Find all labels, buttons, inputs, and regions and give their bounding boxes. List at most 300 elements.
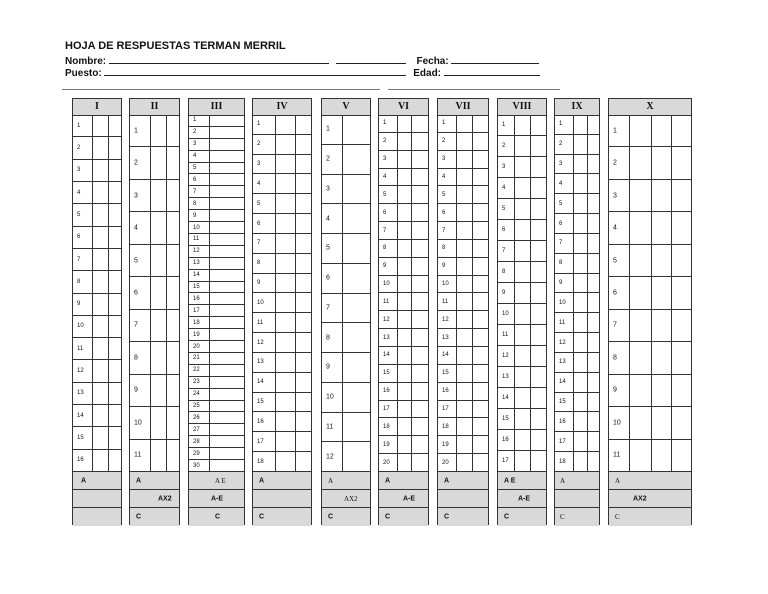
footer-row[interactable] <box>253 490 311 508</box>
answer-row[interactable] <box>609 277 691 309</box>
item-number: 6 <box>77 234 81 241</box>
footer-row[interactable] <box>498 508 546 526</box>
footer-label: C <box>259 513 265 521</box>
answer-row[interactable] <box>189 365 244 377</box>
answer-row[interactable] <box>322 323 370 353</box>
answer-row[interactable] <box>609 180 691 212</box>
answer-row[interactable] <box>189 151 244 163</box>
answer-row[interactable] <box>438 418 488 436</box>
answer-row[interactable] <box>438 276 488 294</box>
footer-row[interactable] <box>609 508 691 526</box>
answer-row[interactable] <box>73 338 121 360</box>
item-number: 13 <box>193 260 200 267</box>
answer-row[interactable] <box>438 401 488 419</box>
answer-row[interactable] <box>322 264 370 294</box>
item-number: 3 <box>502 164 506 170</box>
item-number: 2 <box>613 159 617 167</box>
footer-row[interactable] <box>130 472 179 490</box>
answer-row[interactable] <box>609 310 691 342</box>
item-number: 9 <box>257 280 261 287</box>
answer-row[interactable] <box>130 115 179 147</box>
answer-row[interactable] <box>379 240 428 258</box>
answer-row[interactable] <box>253 234 311 254</box>
item-number: 26 <box>193 414 200 421</box>
answer-row[interactable] <box>555 432 599 452</box>
answer-row[interactable] <box>73 360 121 382</box>
answer-row[interactable] <box>189 341 244 353</box>
answer-row[interactable] <box>498 115 546 136</box>
item-number: 21 <box>193 355 200 362</box>
answer-row[interactable] <box>498 262 546 283</box>
answer-row[interactable] <box>379 204 428 222</box>
answer-row[interactable] <box>253 254 311 274</box>
item-number: 1 <box>77 122 81 129</box>
answer-row[interactable] <box>322 204 370 234</box>
answer-row[interactable] <box>609 342 691 374</box>
answer-row[interactable] <box>438 311 488 329</box>
item-number: 3 <box>613 192 617 200</box>
answer-row[interactable] <box>322 115 370 145</box>
nombre-field[interactable] <box>109 54 329 64</box>
footer-row[interactable] <box>322 508 370 526</box>
answer-row[interactable] <box>609 407 691 439</box>
answer-row[interactable] <box>189 163 244 175</box>
answer-row[interactable] <box>253 432 311 452</box>
answer-row[interactable] <box>379 383 428 401</box>
footer-row[interactable] <box>609 472 691 490</box>
answer-row[interactable] <box>189 210 244 222</box>
answer-row[interactable] <box>438 169 488 187</box>
item-number: 5 <box>77 211 81 218</box>
item-number: 17 <box>193 307 200 314</box>
footer-row[interactable] <box>73 472 121 490</box>
answer-row[interactable] <box>322 234 370 264</box>
answer-row[interactable] <box>189 246 244 258</box>
item-number: 8 <box>383 245 387 252</box>
answer-row[interactable] <box>498 367 546 388</box>
answer-row[interactable] <box>498 136 546 157</box>
answer-row[interactable] <box>438 365 488 383</box>
footer-row[interactable] <box>130 490 179 508</box>
answer-row[interactable] <box>189 401 244 413</box>
answer-row[interactable] <box>322 383 370 413</box>
answer-row[interactable] <box>498 346 546 367</box>
item-number: 1 <box>442 120 446 127</box>
answer-row[interactable] <box>438 329 488 347</box>
footer-row[interactable] <box>253 508 311 526</box>
item-number: 18 <box>559 458 566 465</box>
answer-row[interactable] <box>609 245 691 277</box>
answer-row[interactable] <box>73 294 121 316</box>
answer-row[interactable] <box>379 401 428 419</box>
answer-row[interactable] <box>438 204 488 222</box>
answer-row[interactable] <box>130 212 179 244</box>
footer-label: A E <box>504 477 516 484</box>
item-number: 1 <box>559 121 563 128</box>
item-number: 1 <box>326 125 330 133</box>
answer-row[interactable] <box>609 147 691 179</box>
answer-row[interactable] <box>253 194 311 214</box>
answer-row[interactable] <box>498 304 546 325</box>
answer-row[interactable] <box>73 182 121 204</box>
answer-row[interactable] <box>130 180 179 212</box>
answer-row[interactable] <box>438 133 488 151</box>
column-divider <box>629 115 630 526</box>
item-number: 3 <box>257 161 261 168</box>
answer-row[interactable] <box>189 424 244 436</box>
answer-row[interactable] <box>130 310 179 342</box>
answer-row[interactable] <box>253 353 311 373</box>
item-number: 6 <box>257 220 261 227</box>
answer-row[interactable] <box>130 277 179 309</box>
answer-row[interactable] <box>438 436 488 454</box>
fecha-field[interactable] <box>451 54 539 64</box>
answer-row[interactable] <box>189 389 244 401</box>
section-footer <box>253 472 311 526</box>
item-number: 18 <box>383 423 390 430</box>
item-number: 8 <box>442 245 446 252</box>
item-number: 7 <box>442 227 446 234</box>
answer-row[interactable] <box>555 274 599 294</box>
answer-row[interactable] <box>189 127 244 139</box>
answer-row[interactable] <box>555 115 599 135</box>
answer-row[interactable] <box>189 186 244 198</box>
answer-row[interactable] <box>438 294 488 312</box>
column-divider <box>472 115 473 526</box>
answer-row[interactable] <box>438 115 488 133</box>
footer-label: AX2 <box>158 495 172 502</box>
edad-field[interactable] <box>444 66 540 76</box>
answer-row[interactable] <box>322 145 370 175</box>
footer-row[interactable] <box>438 490 488 508</box>
answer-row[interactable] <box>498 199 546 220</box>
item-number: 4 <box>77 189 81 196</box>
footer-row[interactable] <box>498 472 546 490</box>
item-number: 9 <box>77 301 81 308</box>
answer-row[interactable] <box>379 294 428 312</box>
answer-row[interactable] <box>379 258 428 276</box>
footer-label: C <box>385 513 391 521</box>
answer-row[interactable] <box>379 347 428 365</box>
footer-row[interactable] <box>498 490 546 508</box>
answer-row[interactable] <box>379 186 428 204</box>
section-roman-numeral: IV <box>253 99 311 116</box>
answer-row[interactable] <box>609 212 691 244</box>
footer-label: C <box>504 513 510 521</box>
answer-row[interactable] <box>555 353 599 373</box>
item-number: 7 <box>326 304 330 312</box>
item-number: 6 <box>326 274 330 282</box>
answer-row[interactable] <box>189 377 244 389</box>
section-vi <box>378 98 429 525</box>
item-number: 11 <box>613 451 621 459</box>
section-footer <box>438 472 488 526</box>
item-number: 7 <box>613 321 617 329</box>
answer-row[interactable] <box>322 353 370 383</box>
section-i <box>72 98 122 525</box>
item-number: 12 <box>559 339 566 346</box>
answer-row[interactable] <box>189 175 244 187</box>
answer-row[interactable] <box>130 147 179 179</box>
answer-row[interactable] <box>438 454 488 472</box>
answer-row[interactable] <box>438 383 488 401</box>
answer-row[interactable] <box>253 175 311 195</box>
answer-row[interactable] <box>189 329 244 341</box>
item-number: 6 <box>383 209 387 216</box>
answer-row[interactable] <box>253 413 311 433</box>
answer-row[interactable] <box>73 227 121 249</box>
answer-row[interactable] <box>379 133 428 151</box>
answer-row[interactable] <box>555 135 599 155</box>
answer-row[interactable] <box>73 450 121 472</box>
footer-row[interactable] <box>609 490 691 508</box>
item-number: 2 <box>326 155 330 163</box>
answer-row[interactable] <box>322 175 370 205</box>
answer-row[interactable] <box>189 317 244 329</box>
answer-row[interactable] <box>438 258 488 276</box>
answer-row[interactable] <box>379 436 428 454</box>
answer-row[interactable] <box>73 383 121 405</box>
answer-row[interactable] <box>555 155 599 175</box>
answer-row[interactable] <box>189 294 244 306</box>
answer-row[interactable] <box>438 151 488 169</box>
answer-row[interactable] <box>498 409 546 430</box>
answer-row[interactable] <box>253 155 311 175</box>
answer-row[interactable] <box>555 254 599 274</box>
answer-row[interactable] <box>555 294 599 314</box>
answer-row[interactable] <box>189 139 244 151</box>
answer-row[interactable] <box>73 160 121 182</box>
item-number: 11 <box>193 236 200 243</box>
item-number: 12 <box>502 353 509 359</box>
item-number: 16 <box>77 457 84 464</box>
item-number: 17 <box>257 438 264 445</box>
section-ii <box>129 98 180 525</box>
answer-row[interactable] <box>379 169 428 187</box>
item-number: 12 <box>383 316 390 323</box>
footer-row[interactable] <box>438 508 488 526</box>
answer-row[interactable] <box>73 115 121 137</box>
answer-row[interactable] <box>498 325 546 346</box>
answer-row[interactable] <box>555 413 599 433</box>
item-number: 7 <box>257 240 261 247</box>
footer-label: A-E <box>403 495 416 502</box>
answer-row[interactable] <box>253 393 311 413</box>
item-number: 14 <box>383 352 390 359</box>
answer-row[interactable] <box>609 375 691 407</box>
answer-row[interactable] <box>189 258 244 270</box>
footer-label: A-E <box>518 495 531 502</box>
footer-row[interactable] <box>189 508 244 526</box>
footer-row[interactable] <box>73 508 121 526</box>
item-number: 9 <box>193 212 197 219</box>
answer-row[interactable] <box>253 115 311 135</box>
answer-row[interactable] <box>555 333 599 353</box>
footer-label: A <box>560 476 566 485</box>
answer-row[interactable] <box>379 222 428 240</box>
answer-row[interactable] <box>253 294 311 314</box>
footer-row[interactable] <box>130 508 179 526</box>
answer-row[interactable] <box>73 427 121 449</box>
footer-row[interactable] <box>379 472 428 490</box>
item-number: 2 <box>257 141 261 148</box>
answer-row[interactable] <box>379 454 428 472</box>
answer-row[interactable] <box>73 204 121 226</box>
answer-row[interactable] <box>498 451 546 472</box>
answer-row[interactable] <box>189 436 244 448</box>
footer-row[interactable] <box>555 472 599 490</box>
answer-row[interactable] <box>73 316 121 338</box>
answer-row[interactable] <box>379 365 428 383</box>
answer-row[interactable] <box>438 186 488 204</box>
item-number: 12 <box>442 316 449 323</box>
answer-row[interactable] <box>253 135 311 155</box>
item-number: 10 <box>257 299 264 306</box>
answer-row[interactable] <box>555 234 599 254</box>
answer-row[interactable] <box>189 413 244 425</box>
puesto-edad-line <box>65 66 540 79</box>
answer-row[interactable] <box>253 333 311 353</box>
answer-row[interactable] <box>130 342 179 374</box>
answer-row[interactable] <box>555 393 599 413</box>
footer-row[interactable] <box>555 490 599 508</box>
answer-row[interactable] <box>73 137 121 159</box>
column-divider <box>651 115 652 526</box>
answer-row[interactable] <box>322 294 370 324</box>
item-number: 10 <box>559 299 566 306</box>
answer-row[interactable] <box>498 241 546 262</box>
item-number: 20 <box>193 343 200 350</box>
item-number: 4 <box>613 224 617 232</box>
column-divider <box>275 115 276 526</box>
item-number: 11 <box>442 298 449 305</box>
answer-row[interactable] <box>189 305 244 317</box>
footer-row[interactable] <box>438 472 488 490</box>
answer-row[interactable] <box>130 375 179 407</box>
answer-row[interactable] <box>189 115 244 127</box>
section-viii <box>497 98 547 525</box>
answer-row[interactable] <box>253 274 311 294</box>
item-number: 6 <box>442 209 446 216</box>
answer-row[interactable] <box>498 220 546 241</box>
footer-row[interactable] <box>73 490 121 508</box>
column-divider <box>411 115 412 526</box>
answer-row[interactable] <box>379 276 428 294</box>
item-number: 12 <box>193 248 200 255</box>
footer-label: C <box>136 513 142 521</box>
answer-row[interactable] <box>555 373 599 393</box>
header-rule-right <box>388 89 560 90</box>
answer-row[interactable] <box>379 115 428 133</box>
answer-row[interactable] <box>498 430 546 451</box>
item-number: 30 <box>193 462 200 469</box>
answer-row[interactable] <box>189 270 244 282</box>
footer-row[interactable] <box>555 508 599 526</box>
footer-row[interactable] <box>322 472 370 490</box>
answer-row[interactable] <box>322 413 370 443</box>
section-footer <box>609 472 691 526</box>
item-number: 15 <box>257 399 264 406</box>
answer-row[interactable] <box>189 353 244 365</box>
item-number: 4 <box>134 224 138 232</box>
answer-row[interactable] <box>73 249 121 271</box>
item-number: 3 <box>383 156 387 163</box>
answer-row[interactable] <box>189 282 244 294</box>
item-number: 10 <box>383 281 390 288</box>
answer-row[interactable] <box>498 178 546 199</box>
footer-row[interactable] <box>322 490 370 508</box>
footer-row[interactable] <box>379 508 428 526</box>
answer-row[interactable] <box>555 194 599 214</box>
answer-row[interactable] <box>609 440 691 472</box>
answer-row[interactable] <box>379 329 428 347</box>
answer-row[interactable] <box>609 115 691 147</box>
answer-row[interactable] <box>189 222 244 234</box>
answer-row[interactable] <box>322 442 370 472</box>
answer-row[interactable] <box>253 313 311 333</box>
footer-row[interactable] <box>253 472 311 490</box>
answer-row[interactable] <box>379 418 428 436</box>
answer-row[interactable] <box>253 214 311 234</box>
item-number: 25 <box>193 403 200 410</box>
item-number: 5 <box>193 165 197 172</box>
answer-row[interactable] <box>130 245 179 277</box>
item-number: 15 <box>77 435 84 442</box>
answer-row[interactable] <box>555 452 599 472</box>
item-number: 11 <box>77 345 84 352</box>
item-number: 2 <box>77 144 81 151</box>
item-number: 16 <box>502 437 509 443</box>
item-number: 4 <box>559 180 563 187</box>
section-iv <box>252 98 312 525</box>
answer-row[interactable] <box>438 222 488 240</box>
answer-row[interactable] <box>253 373 311 393</box>
column-divider <box>150 115 151 526</box>
answer-row[interactable] <box>438 240 488 258</box>
answer-row[interactable] <box>555 214 599 234</box>
answer-row[interactable] <box>498 157 546 178</box>
footer-row[interactable] <box>379 490 428 508</box>
answer-row[interactable] <box>379 311 428 329</box>
footer-label: A <box>81 477 87 484</box>
answer-row[interactable] <box>73 271 121 293</box>
item-number: 13 <box>77 390 84 397</box>
nombre-field-extra[interactable] <box>336 54 406 64</box>
answer-row[interactable] <box>555 313 599 333</box>
answer-row[interactable] <box>253 452 311 472</box>
footer-row[interactable] <box>189 472 244 490</box>
answer-row[interactable] <box>189 198 244 210</box>
answer-row[interactable] <box>189 448 244 460</box>
answer-row[interactable] <box>438 347 488 365</box>
item-number: 14 <box>77 412 84 419</box>
answer-row[interactable] <box>130 407 179 439</box>
answer-row[interactable] <box>73 405 121 427</box>
answer-row[interactable] <box>498 283 546 304</box>
answer-row[interactable] <box>379 151 428 169</box>
item-number: 19 <box>193 331 200 338</box>
footer-row[interactable] <box>189 490 244 508</box>
footer-label: C <box>615 513 620 521</box>
puesto-field[interactable] <box>104 66 406 76</box>
item-number: 17 <box>559 438 566 445</box>
answer-row[interactable] <box>189 234 244 246</box>
sheet-title: HOJA DE RESPUESTAS TERMAN MERRIL <box>65 40 286 52</box>
answer-row[interactable] <box>189 460 244 472</box>
answer-row[interactable] <box>498 388 546 409</box>
answer-row[interactable] <box>130 440 179 472</box>
answer-row[interactable] <box>555 175 599 195</box>
